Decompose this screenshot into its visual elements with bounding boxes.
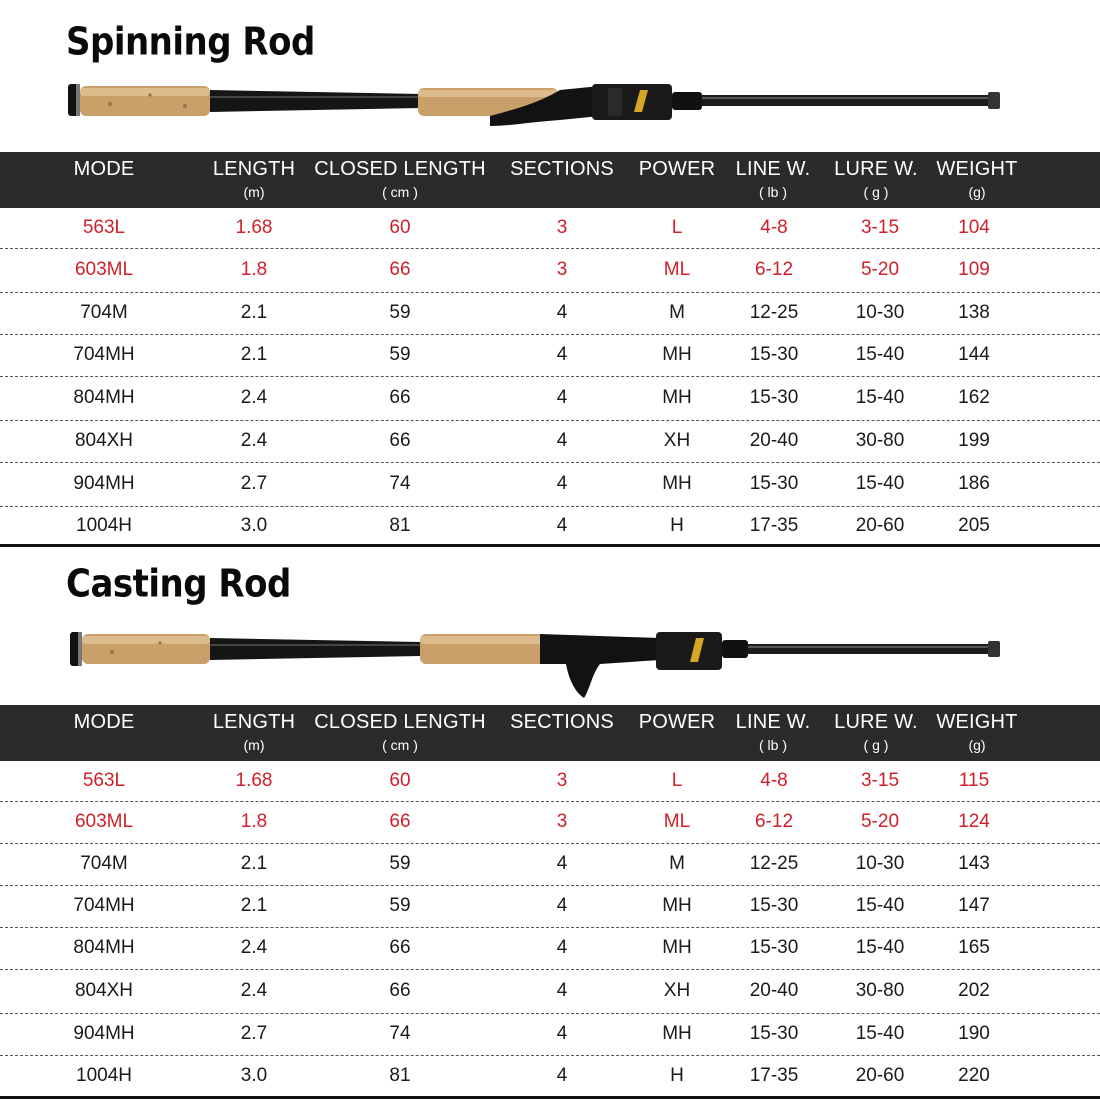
- casting-header-bar: [0, 705, 1100, 761]
- cell-length: 2.4: [240, 980, 268, 1001]
- cell-weight: 138: [958, 302, 990, 323]
- cell-mode: 704M: [80, 302, 128, 323]
- cell-weight: 162: [958, 387, 990, 408]
- spinning-rod-image: [0, 68, 1100, 138]
- cell-mode: 563L: [82, 770, 126, 791]
- cell-sections: 3: [556, 770, 568, 791]
- col-header-sections: [502, 705, 622, 761]
- cell-power: ML: [663, 811, 691, 832]
- cell-weight: 202: [958, 980, 990, 1001]
- cell-line-weight: 4-8: [760, 217, 788, 238]
- cell-sections: 4: [556, 302, 568, 323]
- cell-line-weight: 15-30: [749, 895, 799, 916]
- cell-length: 2.1: [240, 895, 268, 916]
- cell-closed-length: 59: [389, 344, 411, 365]
- column-unit: (m): [243, 184, 265, 200]
- cell-weight: 190: [958, 1023, 990, 1044]
- cell-lure-weight: 3-15: [860, 217, 900, 238]
- cell-line-weight: 12-25: [749, 302, 799, 323]
- cell-length: 1.8: [240, 811, 268, 832]
- table-row: [0, 927, 1100, 969]
- table-row: [0, 462, 1100, 506]
- cell-weight: 186: [958, 473, 990, 494]
- column-name: POWER: [638, 158, 716, 180]
- col-header-weight: [930, 152, 1024, 208]
- cell-lure-weight: 15-40: [855, 344, 905, 365]
- cell-mode: 1004H: [76, 515, 132, 536]
- column-unit: ( lb ): [759, 737, 787, 753]
- cell-power: L: [671, 217, 683, 238]
- cell-length: 3.0: [240, 515, 268, 536]
- cell-line-weight: 4-8: [760, 770, 788, 791]
- cell-closed-length: 81: [389, 515, 411, 536]
- col-header-mode: [44, 705, 164, 761]
- cell-weight: 104: [958, 217, 990, 238]
- cell-line-weight: 15-30: [749, 1023, 799, 1044]
- cell-lure-weight: 10-30: [855, 853, 905, 874]
- cell-lure-weight: 15-40: [855, 387, 905, 408]
- cell-weight: 143: [958, 853, 990, 874]
- casting-table-bottom-rule: [0, 1096, 1100, 1099]
- cell-weight: 124: [958, 811, 990, 832]
- cell-power: L: [671, 770, 683, 791]
- cell-mode: 563L: [82, 217, 126, 238]
- table-row: [0, 292, 1100, 334]
- table-row: [0, 1013, 1100, 1055]
- col-header-line-weight: [728, 152, 818, 208]
- cell-mode: 804XH: [74, 980, 134, 1001]
- cell-power: MH: [662, 1023, 692, 1044]
- cell-line-weight: 20-40: [749, 430, 799, 451]
- col-header-lure-weight: [828, 705, 924, 761]
- cell-lure-weight: 15-40: [855, 1023, 905, 1044]
- cell-mode: 1004H: [76, 1065, 132, 1086]
- table-row: [0, 376, 1100, 420]
- column-name: LURE W.: [834, 158, 918, 180]
- cell-weight: 144: [958, 344, 990, 365]
- cell-line-weight: 15-30: [749, 937, 799, 958]
- cell-length: 2.7: [240, 473, 268, 494]
- cell-sections: 3: [556, 217, 568, 238]
- cell-lure-weight: 30-80: [855, 980, 905, 1001]
- cell-weight: 205: [958, 515, 990, 536]
- cell-length: 1.8: [240, 259, 268, 280]
- cell-closed-length: 66: [389, 430, 411, 451]
- cell-weight: 165: [958, 937, 990, 958]
- cell-mode: 704M: [80, 853, 128, 874]
- cell-power: M: [669, 302, 685, 323]
- cell-weight: 199: [958, 430, 990, 451]
- col-header-power: [632, 152, 722, 208]
- cell-line-weight: 20-40: [749, 980, 799, 1001]
- cell-closed-length: 66: [389, 811, 411, 832]
- cell-closed-length: 59: [389, 302, 411, 323]
- cell-weight: 109: [958, 259, 990, 280]
- cell-sections: 3: [556, 811, 568, 832]
- cell-line-weight: 15-30: [749, 387, 799, 408]
- col-header-sections: [502, 152, 622, 208]
- cell-lure-weight: 15-40: [855, 895, 905, 916]
- column-name: WEIGHT: [936, 711, 1018, 733]
- cell-length: 1.68: [235, 217, 273, 238]
- cell-sections: 4: [556, 430, 568, 451]
- column-unit: ( cm ): [382, 184, 418, 200]
- table-row: [0, 334, 1100, 376]
- column-unit: (m): [243, 737, 265, 753]
- cell-length: 2.4: [240, 387, 268, 408]
- cell-mode: 804MH: [73, 387, 135, 408]
- cell-power: XH: [663, 980, 691, 1001]
- cell-line-weight: 17-35: [749, 515, 799, 536]
- cell-closed-length: 66: [389, 980, 411, 1001]
- cell-mode: 804XH: [74, 430, 134, 451]
- cell-length: 1.68: [235, 770, 273, 791]
- cell-mode: 704MH: [73, 344, 135, 365]
- cell-lure-weight: 10-30: [855, 302, 905, 323]
- cell-line-weight: 6-12: [754, 811, 794, 832]
- table-row: [0, 885, 1100, 927]
- table-row: [0, 801, 1100, 843]
- cell-line-weight: 15-30: [749, 473, 799, 494]
- spinning-table-bottom-rule: [0, 544, 1100, 547]
- column-name: SECTIONS: [510, 711, 614, 733]
- cell-length: 2.7: [240, 1023, 268, 1044]
- cell-sections: 3: [556, 259, 568, 280]
- cell-lure-weight: 3-15: [860, 770, 900, 791]
- col-header-closed-length: [310, 705, 490, 761]
- column-unit: (g): [968, 737, 986, 753]
- column-name: SECTIONS: [510, 158, 614, 180]
- column-name: LINE W.: [735, 158, 811, 180]
- cell-length: 3.0: [240, 1065, 268, 1086]
- cell-lure-weight: 15-40: [855, 937, 905, 958]
- col-header-power: [632, 705, 722, 761]
- col-header-line-weight: [728, 705, 818, 761]
- cell-lure-weight: 30-80: [855, 430, 905, 451]
- col-header-length: [204, 705, 304, 761]
- cell-mode: 603ML: [74, 811, 134, 832]
- column-name: MODE: [73, 158, 135, 180]
- cell-power: ML: [663, 259, 691, 280]
- cell-power: XH: [663, 430, 691, 451]
- col-header-length: [204, 152, 304, 208]
- cell-sections: 4: [556, 937, 568, 958]
- cell-lure-weight: 20-60: [855, 1065, 905, 1086]
- col-header-lure-weight: [828, 152, 924, 208]
- cell-mode: 704MH: [73, 895, 135, 916]
- cell-sections: 4: [556, 344, 568, 365]
- cell-weight: 220: [958, 1065, 990, 1086]
- cell-lure-weight: 5-20: [860, 811, 900, 832]
- cell-closed-length: 59: [389, 853, 411, 874]
- cell-power: H: [670, 1065, 684, 1086]
- column-name: LURE W.: [834, 711, 918, 733]
- column-unit: ( cm ): [382, 737, 418, 753]
- cell-sections: 4: [556, 1065, 568, 1086]
- cell-power: M: [669, 853, 685, 874]
- table-row: [0, 248, 1100, 292]
- cell-length: 2.1: [240, 853, 268, 874]
- cell-sections: 4: [556, 387, 568, 408]
- col-header-weight: [930, 705, 1024, 761]
- cell-closed-length: 66: [389, 259, 411, 280]
- cell-sections: 4: [556, 473, 568, 494]
- table-row: [0, 506, 1100, 546]
- column-name: POWER: [638, 711, 716, 733]
- cell-line-weight: 15-30: [749, 344, 799, 365]
- cell-sections: 4: [556, 980, 568, 1001]
- cell-sections: 4: [556, 853, 568, 874]
- column-unit: ( lb ): [759, 184, 787, 200]
- column-name: MODE: [73, 711, 135, 733]
- col-header-mode: [44, 152, 164, 208]
- cell-power: MH: [662, 937, 692, 958]
- cell-sections: 4: [556, 515, 568, 536]
- cell-closed-length: 74: [389, 1023, 411, 1044]
- table-row: [0, 1055, 1100, 1097]
- casting-rod-title: Casting Rod: [66, 562, 291, 607]
- cell-closed-length: 66: [389, 387, 411, 408]
- table-row: [0, 208, 1100, 248]
- cell-sections: 4: [556, 1023, 568, 1044]
- spinning-rod-title: Spinning Rod: [66, 20, 315, 65]
- column-unit: ( g ): [863, 737, 889, 753]
- table-row: [0, 843, 1100, 885]
- cell-power: MH: [662, 344, 692, 365]
- cell-closed-length: 60: [389, 770, 411, 791]
- cell-sections: 4: [556, 895, 568, 916]
- spinning-header-bar: [0, 152, 1100, 208]
- cell-line-weight: 17-35: [749, 1065, 799, 1086]
- table-row: [0, 969, 1100, 1013]
- cell-power: H: [670, 515, 684, 536]
- col-header-closed-length: [310, 152, 490, 208]
- cell-line-weight: 6-12: [754, 259, 794, 280]
- cell-length: 2.1: [240, 302, 268, 323]
- cell-length: 2.4: [240, 430, 268, 451]
- table-row: [0, 761, 1100, 801]
- cell-lure-weight: 20-60: [855, 515, 905, 536]
- column-name: CLOSED LENGTH: [314, 711, 486, 733]
- cell-weight: 147: [958, 895, 990, 916]
- casting-rod-image: [0, 614, 1100, 704]
- cell-power: MH: [662, 473, 692, 494]
- cell-closed-length: 59: [389, 895, 411, 916]
- cell-mode: 904MH: [73, 1023, 135, 1044]
- column-name: WEIGHT: [936, 158, 1018, 180]
- cell-lure-weight: 15-40: [855, 473, 905, 494]
- column-unit: (g): [968, 184, 986, 200]
- cell-length: 2.1: [240, 344, 268, 365]
- cell-power: MH: [662, 387, 692, 408]
- cell-closed-length: 74: [389, 473, 411, 494]
- column-name: LENGTH: [212, 711, 296, 733]
- cell-mode: 804MH: [73, 937, 135, 958]
- cell-mode: 603ML: [74, 259, 134, 280]
- column-unit: ( g ): [863, 184, 889, 200]
- column-name: LINE W.: [735, 711, 811, 733]
- cell-weight: 115: [958, 770, 990, 791]
- cell-lure-weight: 5-20: [860, 259, 900, 280]
- cell-closed-length: 81: [389, 1065, 411, 1086]
- table-row: [0, 420, 1100, 462]
- cell-closed-length: 66: [389, 937, 411, 958]
- column-name: LENGTH: [212, 158, 296, 180]
- cell-mode: 904MH: [73, 473, 135, 494]
- column-name: CLOSED LENGTH: [314, 158, 486, 180]
- cell-closed-length: 60: [389, 217, 411, 238]
- cell-length: 2.4: [240, 937, 268, 958]
- cell-line-weight: 12-25: [749, 853, 799, 874]
- cell-power: MH: [662, 895, 692, 916]
